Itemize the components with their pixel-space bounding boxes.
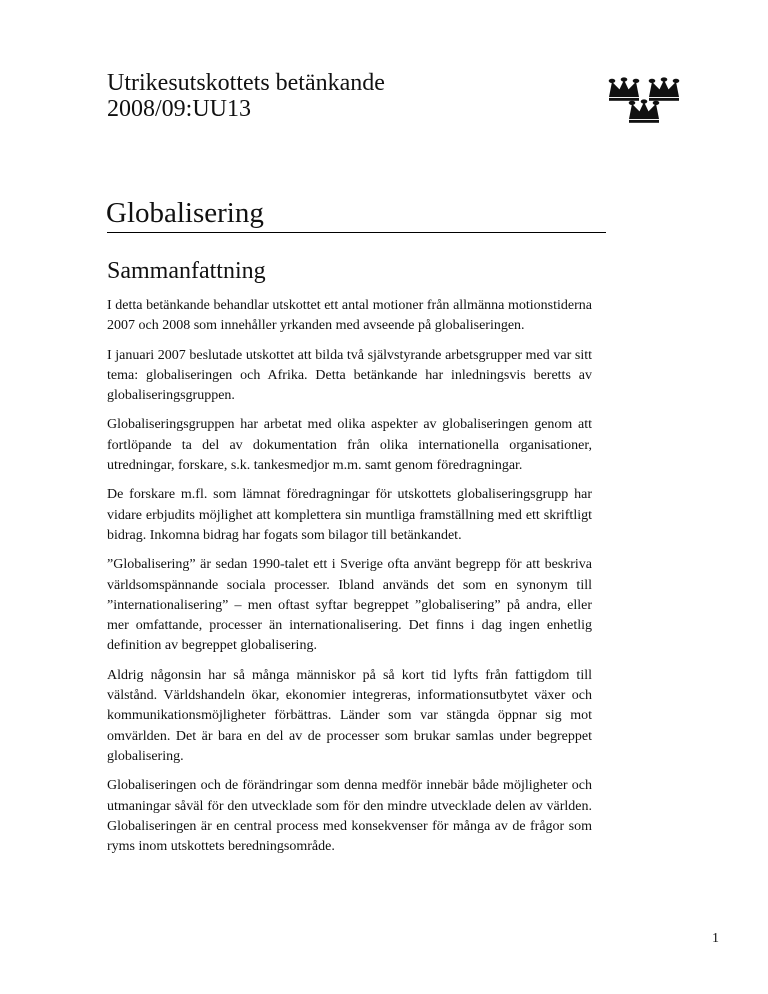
document-header [107, 70, 385, 122]
title-divider [107, 232, 606, 233]
paragraph: De forskare m.fl. som lämnat föredragningar för utskottets globaliseringsgrupp har vidare erbjudits möjlighet att komplettera sin muntliga framställning med ett skriftligt bidrag. Inkomna bidrag har fogats som bilagor till betänkandet. [107, 487, 592, 543]
document-title: Globalisering [106, 197, 264, 229]
report-number: 2008/09:UU13 [107, 96, 251, 122]
paragraph: Aldrig någonsin har så många människor på så kort tid lyfts från fattigdom till välstånd. Världshandeln ökar, ekonomier integreras, informationsutbytet växer och kommunikationsmöjligheter förbättras. Länder som var stängda öppnar sig mot omvärlden. Det är bara en del av de processer som brukar samlas under begreppet globalisering. [107, 667, 592, 764]
paragraph: Globaliseringen och de förändringar som denna medför innebär både möjligheter och utmaningar såväl för den utvecklade som för den mindre utvecklade delen av världen. Globaliseringen är en central process med konsekvenser för många av de frågor som ryms inom utskottets beredningsområde. [107, 778, 592, 855]
paragraph: I januari 2007 beslutade utskottet att bilda två självstyrande arbetsgrupper med var sitt tema: globaliseringen och Afrika. Detta betänkande har inledningsvis beretts av globaliseringsgruppen. [107, 347, 592, 404]
three-crowns-logo-icon [606, 76, 686, 124]
paragraph: ”Globalisering” är sedan 1990-talet ett i Sverige ofta använt begrepp för att beskriva världsomspännande sociala processer. Ibland används det som en synonym till ”internationalisering” – men oftast syftar begreppet ”globalisering” på andra, eller mer omfattande, processer än internationalisering. Det finns i dag ingen enhetlig definition av begreppet globalisering. [107, 557, 592, 654]
committee-report-title: Utrikesutskottets betänkande [107, 70, 385, 96]
paragraph: Globaliseringsgruppen har arbetat med olika aspekter av globaliseringen genom att fortlöpande ta del av dokumentation från olika internationella organisationer, utredningar, forskare, s.k. tankesmedjor m.m. samt genom föredragningar. [107, 417, 592, 474]
body-text [107, 296, 592, 866]
page-number: 1 [712, 931, 719, 946]
section-title: Sammanfattning [107, 258, 266, 284]
paragraph: I detta betänkande behandlar utskottet ett antal motioner från allmänna motionstiderna 2007 och 2008 som innehåller yrkanden med avseende på globaliseringen. [107, 298, 592, 334]
